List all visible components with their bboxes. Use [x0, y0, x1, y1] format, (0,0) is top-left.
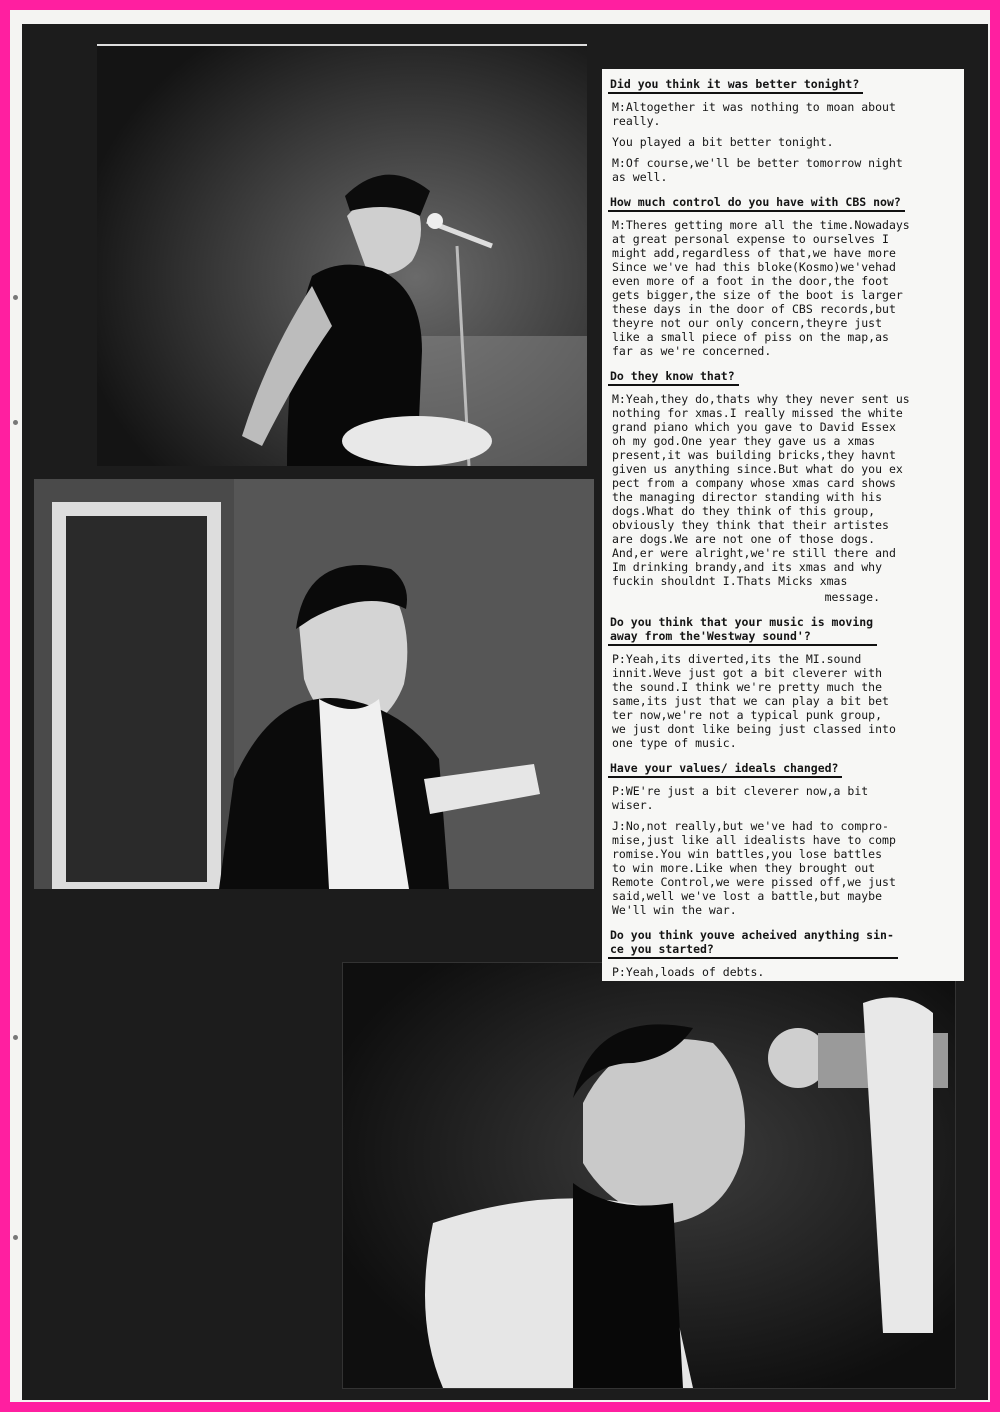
answer: P:Yeah,loads of debts.: [612, 965, 765, 979]
binder-hole: [13, 1035, 18, 1040]
answer: J:No,not really,but we've had to compro- mise,just like all idealists have to comp romise.You win battles,you lose battles to win more.Like when they brought out Remote Control,we were pissed off,we just said,well we've lost a battle,but maybe We'll win the war.: [612, 819, 896, 917]
question: Do you think that your music is moving away from the'Westway sound'?: [608, 615, 877, 646]
question: Do you think youve acheived anything sin- ce you started?: [608, 928, 898, 959]
question: Do they know that?: [608, 369, 739, 386]
binder-hole: [13, 420, 18, 425]
answer: P:Yeah,its diverted,its the MI.sound innit.Weve just got a bit cleverer with the sound.I think we're pretty much the same,its just that we can play a bit bet ter now,we're not a typical punk group, we just dont like being just classed into one type of music.: [612, 652, 896, 750]
question: Have your values/ ideals changed?: [608, 761, 842, 778]
answer: You played a bit better tonight.: [612, 135, 834, 149]
answer: M:Of course,we'll be better tomorrow night as well.: [612, 156, 903, 184]
question: Did you think it was better tonight?: [608, 77, 863, 94]
answer: P:WE're just a bit cleverer now,a bit wiser.: [612, 784, 869, 812]
answer: M:Altogether it was nothing to moan about really.: [612, 100, 896, 128]
question: How much control do you have with CBS now?: [608, 195, 905, 212]
binder-hole: [13, 1235, 18, 1240]
photo-singer-closeup: [342, 962, 956, 1389]
photo-icon: [97, 46, 587, 466]
answer: M:Yeah,they do,thats why they never sent us nothing for xmas.I really missed the white grand piano which you gave to David Essex oh my god.One year they gave us a xmas present,it was building bricks,they havnt given us anything since.But what do you ex pect from a company whose xmas card shows the managing director standing with his dogs.What do they think of this group, obviously they think that their artistes are dogs.We are not one of those dogs. And,er were alright,we're still there and Im drinking brandy,and its xmas and why fuckin shouldnt I.Thats Micks xmas: [612, 392, 910, 588]
interview-column: [602, 69, 964, 981]
binder-hole: [13, 295, 18, 300]
answer-signoff: message.: [824, 590, 880, 604]
zine-page: [10, 10, 990, 1402]
collage-board: [22, 24, 988, 1400]
answer: M:Theres getting more all the time.Nowadays at great personal expense to ourselves I might add,regardless of that,we have more Since we've had this bloke(Kosmo)we'vehad even more of a foot in the door,the foot gets bigger,the size of the boot is larger these days in the door of CBS records,but theyre not our only concern,theyre just like a small piece of piss on the map,as far as we're concerned.: [612, 218, 910, 358]
photo-icon: [34, 479, 594, 889]
photo-icon: [343, 963, 955, 1388]
photo-singer-microphone: [97, 44, 587, 466]
photo-man-in-jacket: [34, 479, 594, 889]
